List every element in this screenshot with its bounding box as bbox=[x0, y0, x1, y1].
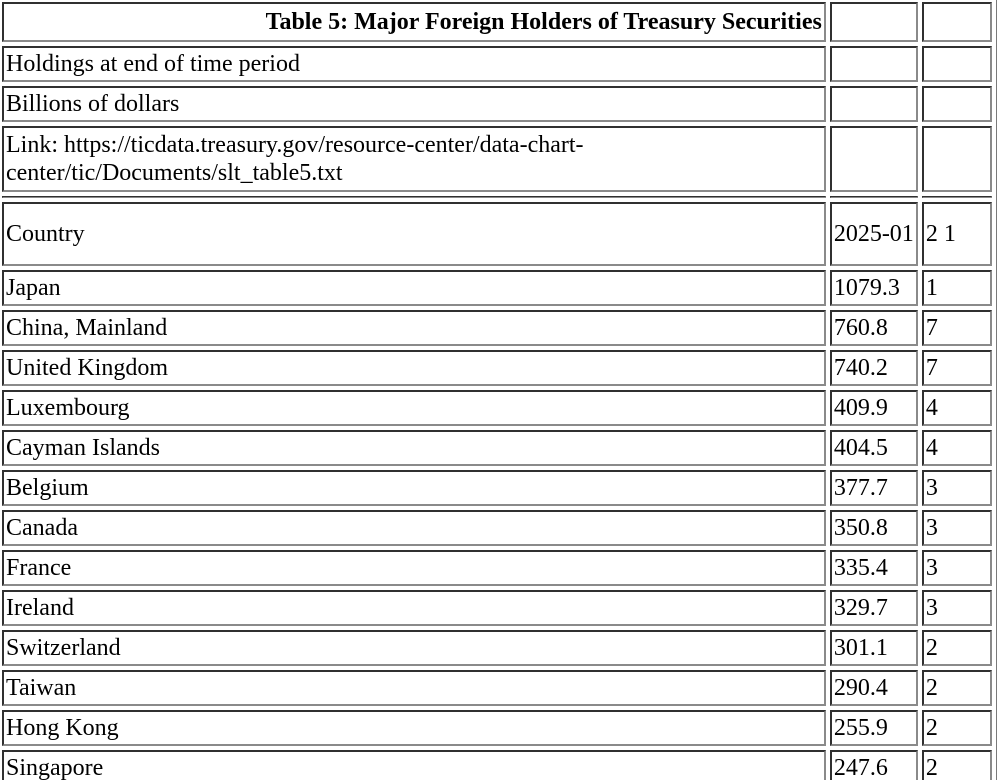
empty-cell bbox=[922, 2, 992, 42]
country-cell: Hong Kong bbox=[2, 710, 826, 746]
table-row bbox=[2, 510, 992, 546]
country-cell: France bbox=[2, 550, 826, 586]
title-row bbox=[2, 2, 992, 42]
value-cell: 760.8 bbox=[830, 310, 918, 346]
table-subtitle: Holdings at end of time period bbox=[2, 46, 826, 82]
value-cell: 404.5 bbox=[830, 430, 918, 466]
table-row bbox=[2, 710, 992, 746]
value-cell: 1079.3 bbox=[830, 270, 918, 306]
value-cell: 409.9 bbox=[830, 390, 918, 426]
value-cell-partial: 3 bbox=[922, 550, 992, 586]
value-cell-partial: 2 bbox=[922, 670, 992, 706]
country-column-header: Country bbox=[2, 202, 826, 266]
period-column-header: 2025-01 bbox=[830, 202, 918, 266]
empty-cell bbox=[830, 46, 918, 82]
table-row bbox=[2, 590, 992, 626]
country-cell: United Kingdom bbox=[2, 350, 826, 386]
value-cell-partial: 2 bbox=[922, 710, 992, 746]
value-cell-partial: 7 bbox=[922, 350, 992, 386]
value-cell-partial: 3 bbox=[922, 470, 992, 506]
value-cell-partial: 3 bbox=[922, 590, 992, 626]
value-cell-partial: 2 bbox=[922, 630, 992, 666]
value-cell: 335.4 bbox=[830, 550, 918, 586]
value-cell: 740.2 bbox=[830, 350, 918, 386]
empty-cell bbox=[922, 126, 992, 192]
empty-cell bbox=[830, 86, 918, 122]
table-row bbox=[2, 350, 992, 386]
country-cell: Japan bbox=[2, 270, 826, 306]
table-row bbox=[2, 670, 992, 706]
value-cell: 329.7 bbox=[830, 590, 918, 626]
table-row bbox=[2, 310, 992, 346]
table-units: Billions of dollars bbox=[2, 86, 826, 122]
value-cell-partial: 4 bbox=[922, 390, 992, 426]
empty-cell bbox=[922, 46, 992, 82]
spacer-cell bbox=[922, 196, 992, 198]
country-cell: Switzerland bbox=[2, 630, 826, 666]
country-cell: Cayman Islands bbox=[2, 430, 826, 466]
value-cell: 301.1 bbox=[830, 630, 918, 666]
source-link-text: Link: https://ticdata.treasury.gov/resource-center/data-chart-center/tic/Documents/slt_table5.txt bbox=[2, 126, 826, 192]
value-cell: 255.9 bbox=[830, 710, 918, 746]
value-cell-partial: 4 bbox=[922, 430, 992, 466]
value-cell: 247.6 bbox=[830, 750, 918, 780]
table-title: Table 5: Major Foreign Holders of Treasury Securities bbox=[2, 2, 826, 42]
table-row bbox=[2, 430, 992, 466]
value-cell-partial: 2 bbox=[922, 750, 992, 780]
table-row bbox=[2, 550, 992, 586]
empty-cell bbox=[830, 2, 918, 42]
empty-cell bbox=[922, 86, 992, 122]
value-cell-partial: 3 bbox=[922, 510, 992, 546]
table-row bbox=[2, 750, 992, 780]
table-row bbox=[2, 390, 992, 426]
country-cell: Belgium bbox=[2, 470, 826, 506]
country-cell: Singapore bbox=[2, 750, 826, 780]
subtitle-row bbox=[2, 46, 992, 82]
table-row bbox=[2, 630, 992, 666]
country-cell: Ireland bbox=[2, 590, 826, 626]
period-column-header-partial: 2 1 bbox=[922, 202, 992, 266]
country-cell: Canada bbox=[2, 510, 826, 546]
link-row bbox=[2, 126, 992, 192]
value-cell: 377.7 bbox=[830, 470, 918, 506]
value-cell-partial: 1 bbox=[922, 270, 992, 306]
spacer-cell bbox=[2, 196, 826, 198]
empty-cell bbox=[830, 126, 918, 192]
value-cell: 290.4 bbox=[830, 670, 918, 706]
value-cell-partial: 7 bbox=[922, 310, 992, 346]
table-row bbox=[2, 470, 992, 506]
table-row bbox=[2, 270, 992, 306]
units-row bbox=[2, 86, 992, 122]
spacer-cell bbox=[830, 196, 918, 198]
country-cell: Taiwan bbox=[2, 670, 826, 706]
country-cell: China, Mainland bbox=[2, 310, 826, 346]
spacer-row bbox=[2, 196, 992, 198]
value-cell: 350.8 bbox=[830, 510, 918, 546]
column-header-row bbox=[2, 202, 992, 266]
country-cell: Luxembourg bbox=[2, 390, 826, 426]
